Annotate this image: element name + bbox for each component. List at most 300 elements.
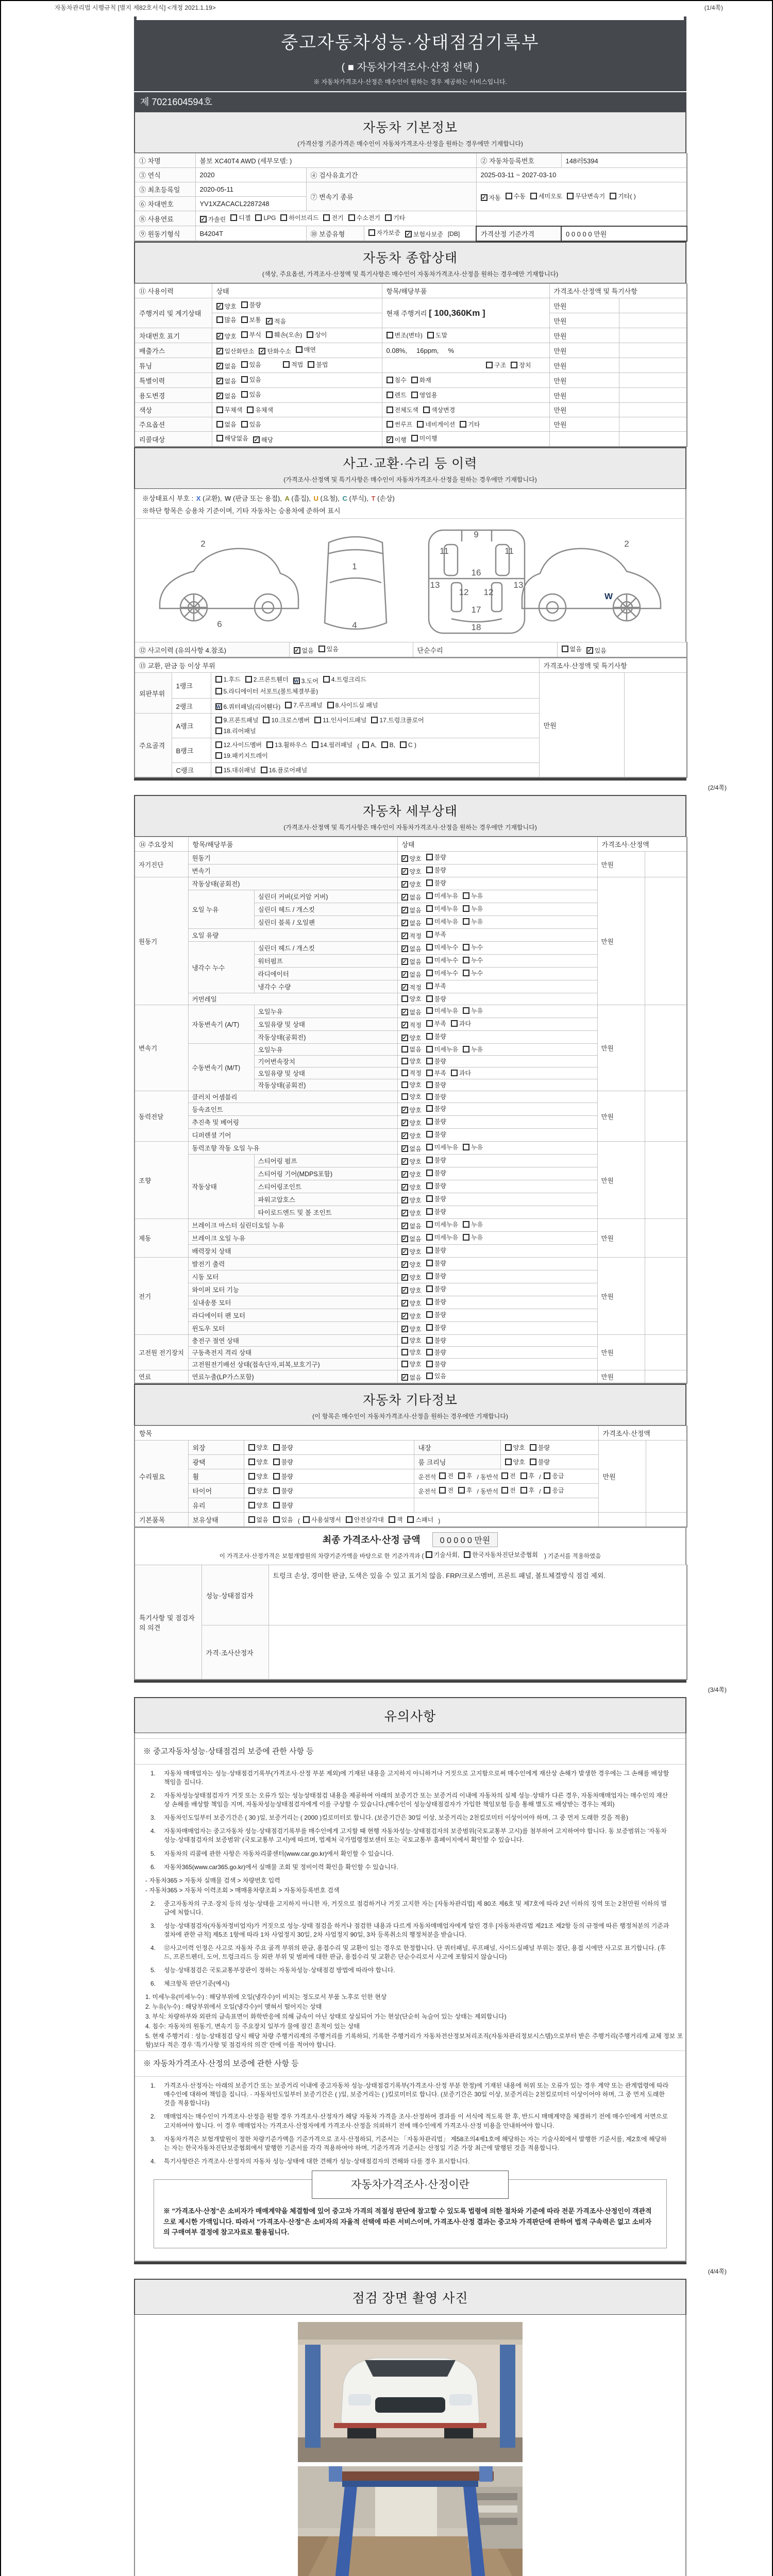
- checkbox-option: [401, 1106, 422, 1114]
- checkbox[interactable]: [439, 1472, 446, 1479]
- checkbox[interactable]: [426, 1058, 433, 1064]
- checkbox[interactable]: [426, 1372, 433, 1379]
- remarks-table: [134, 1565, 687, 1680]
- checkbox-label: 있음: [594, 647, 607, 654]
- checkbox[interactable]: [280, 214, 287, 221]
- checkbox[interactable]: [411, 392, 418, 398]
- checkbox[interactable]: [401, 881, 408, 888]
- diagram-zone-label: 6: [217, 619, 222, 629]
- checkbox[interactable]: [401, 894, 408, 901]
- title-stripe: [137, 16, 684, 20]
- checkbox[interactable]: [401, 1361, 408, 1367]
- inline-text: /: [539, 1488, 541, 1495]
- checkbox[interactable]: [261, 767, 267, 773]
- checkbox[interactable]: [426, 944, 433, 951]
- w-mark-checkbox[interactable]: [215, 703, 222, 710]
- checkbox[interactable]: [426, 892, 433, 899]
- checkbox[interactable]: [426, 1118, 433, 1125]
- checkbox-label: 적정: [409, 984, 422, 991]
- checkbox[interactable]: [323, 214, 330, 221]
- notice-item-text: 자동차가격은 보험개발원이 정한 차량기준가액을 기준가격으로 조사·산정하되, 기준서는 「자동차관리법」 제58조의4제1호에 해당하는 자는 기술사회에서 발행한 기준서를, 제2호에 해당하는 자는 한국자동차진단보증협회에서 발행한 기준서를 각각 적용하여야 하며, 기준가격과 기준서는 산정일 기준 가장 최근에 발행된 것을 적용합니다.: [164, 2135, 667, 2151]
- checkbox[interactable]: [247, 406, 254, 413]
- col-header: 항목/해당부품: [382, 284, 549, 298]
- checkbox[interactable]: [426, 1324, 433, 1331]
- price-unit-cell: 만원: [597, 852, 645, 877]
- checkbox[interactable]: [463, 918, 469, 925]
- checkbox[interactable]: [458, 1487, 465, 1494]
- checkbox[interactable]: [216, 406, 223, 413]
- checkbox[interactable]: [417, 421, 424, 428]
- checkbox[interactable]: [401, 1197, 408, 1204]
- checkbox[interactable]: [426, 1182, 433, 1189]
- checkbox[interactable]: [426, 1170, 433, 1176]
- checkbox-option: [216, 302, 237, 311]
- checkbox[interactable]: [511, 362, 517, 368]
- checkbox[interactable]: [426, 879, 433, 886]
- checkbox[interactable]: [216, 363, 223, 369]
- checkbox[interactable]: [426, 1195, 433, 1202]
- checkbox[interactable]: [401, 1107, 408, 1113]
- checkbox[interactable]: [389, 1516, 395, 1523]
- checkbox[interactable]: [426, 1131, 433, 1138]
- checkbox[interactable]: [400, 741, 407, 748]
- row-label: 주행거리 및 계기상태: [135, 298, 212, 328]
- table-row: [135, 1625, 687, 1680]
- checkbox[interactable]: [230, 214, 237, 221]
- checkbox[interactable]: [266, 318, 273, 325]
- checkbox[interactable]: [463, 905, 469, 912]
- checkbox[interactable]: [215, 767, 222, 773]
- checkbox[interactable]: [386, 332, 393, 338]
- checkbox[interactable]: [451, 1020, 458, 1027]
- price-appraisal-info-box: [154, 2179, 667, 2248]
- rankA-line2: [215, 726, 535, 736]
- checkbox[interactable]: [215, 717, 222, 723]
- col-header: 가격조사·산정액: [598, 1426, 687, 1440]
- checkbox[interactable]: [241, 316, 248, 323]
- checkbox[interactable]: [426, 1020, 433, 1027]
- checkbox-label: 17.트렁크플로어: [379, 717, 424, 724]
- checkbox[interactable]: [266, 741, 273, 748]
- checkbox[interactable]: [401, 1009, 408, 1015]
- checkbox-option: [385, 213, 405, 222]
- checkbox[interactable]: [451, 1070, 458, 1076]
- checkbox[interactable]: [248, 1502, 255, 1509]
- rank2-panels: [211, 699, 539, 714]
- checkbox[interactable]: [426, 931, 433, 938]
- checkbox[interactable]: [401, 1326, 408, 1332]
- checkbox-option: [261, 766, 308, 774]
- row-label: 외장: [188, 1440, 244, 1455]
- checkbox[interactable]: [544, 1472, 550, 1479]
- checkbox[interactable]: [426, 1361, 433, 1367]
- checkbox[interactable]: [294, 647, 300, 654]
- checkbox[interactable]: [386, 436, 393, 443]
- checkbox[interactable]: [401, 1337, 408, 1344]
- checkbox[interactable]: [401, 1235, 408, 1242]
- final-price-line: [135, 1532, 685, 1547]
- checkbox-label: 미세누수: [434, 944, 459, 951]
- checkbox[interactable]: [386, 377, 393, 383]
- checkbox[interactable]: [386, 392, 393, 398]
- checkbox[interactable]: [253, 436, 260, 443]
- checkbox[interactable]: [520, 1472, 527, 1479]
- checkbox[interactable]: [401, 984, 408, 991]
- checkbox[interactable]: [463, 970, 469, 976]
- checkbox-label: 후: [528, 1472, 535, 1480]
- checkbox[interactable]: [426, 1273, 433, 1279]
- checkbox-option: [323, 213, 343, 222]
- checkbox[interactable]: [241, 331, 248, 338]
- checkbox[interactable]: [463, 892, 469, 899]
- checkbox[interactable]: [303, 1516, 310, 1523]
- checkbox[interactable]: [401, 945, 408, 952]
- checkbox[interactable]: [401, 1120, 408, 1126]
- checkbox[interactable]: [426, 982, 433, 989]
- checkbox-option: [506, 192, 526, 200]
- price-unit-cell: 만원: [539, 673, 624, 778]
- checkbox[interactable]: [401, 1300, 408, 1307]
- checkbox[interactable]: [215, 741, 222, 748]
- checkbox[interactable]: [506, 193, 512, 199]
- checkbox[interactable]: [426, 1157, 433, 1163]
- price-unit-cell: 만원: [549, 403, 619, 417]
- checkbox[interactable]: [401, 933, 408, 939]
- section-photos-header: [134, 2279, 686, 2315]
- checkbox[interactable]: [463, 1007, 469, 1014]
- diagram-zone-label: 1: [352, 562, 357, 571]
- checkbox[interactable]: [216, 421, 223, 428]
- checkbox[interactable]: [318, 646, 325, 652]
- checkbox[interactable]: [401, 1287, 408, 1294]
- checkbox[interactable]: [259, 348, 265, 354]
- device-group-label: 제동: [135, 1219, 188, 1258]
- checkbox[interactable]: [215, 688, 222, 694]
- checkbox[interactable]: [248, 1473, 255, 1480]
- checkbox-option: [401, 1373, 422, 1382]
- checkbox-label: 누유: [471, 918, 483, 925]
- checkbox[interactable]: [401, 1022, 408, 1028]
- checkbox[interactable]: [386, 406, 393, 413]
- device-mid-label: 수동변속기 (M/T): [188, 1044, 254, 1091]
- checkbox[interactable]: [216, 378, 223, 384]
- checkbox[interactable]: [463, 957, 469, 963]
- outer-panel-label: 외판부위: [135, 673, 172, 714]
- checkbox-label: 없음: [409, 1235, 422, 1243]
- state-options: [397, 1129, 597, 1142]
- checkbox[interactable]: [401, 1081, 408, 1088]
- table-row: [135, 1370, 687, 1384]
- checkbox[interactable]: [463, 1221, 469, 1228]
- checkbox[interactable]: [241, 391, 248, 398]
- table-row: [135, 298, 687, 313]
- checkbox-label: 불법: [316, 361, 328, 368]
- checkbox[interactable]: [401, 1184, 408, 1191]
- checkbox[interactable]: [426, 1070, 433, 1076]
- item-label: 클러치 어셈블리: [188, 1091, 397, 1103]
- checkbox[interactable]: [401, 1349, 408, 1355]
- state-options: [397, 1309, 597, 1322]
- checkbox[interactable]: [314, 717, 321, 723]
- checkbox[interactable]: [401, 1093, 408, 1100]
- state-options: [397, 1347, 597, 1359]
- checkbox[interactable]: [386, 421, 393, 428]
- checkbox-option: [401, 906, 422, 914]
- checkbox[interactable]: [426, 957, 433, 963]
- checkbox[interactable]: [308, 361, 314, 368]
- checkbox-option: [266, 317, 286, 326]
- checkbox[interactable]: [423, 406, 430, 413]
- price-unit-cell: 만원: [597, 1219, 645, 1258]
- checkbox[interactable]: [216, 316, 223, 323]
- checkbox[interactable]: [544, 1487, 550, 1494]
- checkbox[interactable]: [401, 1158, 408, 1165]
- table-row: [135, 168, 687, 182]
- checkbox[interactable]: [426, 918, 433, 925]
- car-name-value: 볼보 XC40T4 AWD (세부모델: ): [195, 154, 476, 168]
- emission-hc: 16ppm,: [416, 346, 439, 354]
- checkbox[interactable]: [463, 1234, 469, 1241]
- item-label: 실내송풍 모터: [188, 1296, 397, 1309]
- rankB-line2: [215, 751, 535, 760]
- checkbox[interactable]: [411, 435, 418, 442]
- checkbox-label: 기타( ): [618, 192, 636, 200]
- checkbox[interactable]: [346, 1516, 352, 1523]
- checkbox[interactable]: [426, 1234, 433, 1241]
- checkbox[interactable]: [530, 1459, 536, 1465]
- checkbox[interactable]: [501, 1487, 508, 1494]
- checkbox[interactable]: [216, 333, 223, 340]
- checkbox[interactable]: [273, 1473, 280, 1480]
- checkbox[interactable]: [401, 1374, 408, 1381]
- state-code-letter: C: [342, 495, 347, 502]
- checkbox[interactable]: [426, 1311, 433, 1318]
- checkbox[interactable]: [426, 905, 433, 912]
- checkbox[interactable]: [401, 1035, 408, 1041]
- checkbox-option: [426, 1117, 446, 1126]
- checkbox[interactable]: [426, 1551, 432, 1558]
- item-label: 와이퍼 모터 기능: [188, 1283, 397, 1296]
- checkbox[interactable]: [401, 868, 408, 875]
- checkbox[interactable]: [401, 971, 408, 978]
- checkbox[interactable]: [368, 229, 375, 236]
- checkbox[interactable]: [401, 1132, 408, 1139]
- checkbox[interactable]: [463, 1046, 469, 1053]
- checkbox[interactable]: [348, 214, 355, 221]
- checkbox[interactable]: [505, 1444, 512, 1451]
- checkbox[interactable]: [401, 1171, 408, 1178]
- checkbox-option: [401, 1157, 422, 1166]
- checkbox-option: [426, 1130, 446, 1139]
- checkbox[interactable]: [401, 1058, 408, 1064]
- checkbox[interactable]: [426, 1247, 433, 1253]
- checkbox-label: 양호: [409, 855, 422, 862]
- checkbox[interactable]: [426, 854, 433, 860]
- checkbox[interactable]: [401, 1261, 408, 1268]
- checkbox[interactable]: [216, 435, 223, 442]
- checkbox[interactable]: [401, 907, 408, 913]
- checkbox[interactable]: [426, 867, 433, 873]
- checkbox[interactable]: [215, 727, 222, 734]
- checkbox[interactable]: [401, 1313, 408, 1319]
- checkbox[interactable]: [426, 1298, 433, 1305]
- info-box-text: ※ "가격조사·산정"은 소비자가 매매계약을 체결함에 있어 중고차 가격의 적절성 판단에 참고할 수 있도록 법령에 의한 절차와 기준에 따라 전문 가격조사·산정인이 객관적으로 제시한 가액입니다. 따라서 "가격조사·산정"은 소비자의 자율적 선택에 따른 서비스이며, 가격조사·산정 결과는 중고차 가격판단에 관하여 법적 구속력은 없고 소비자의 구매여부 결정에 참고자료로 활용됩니다.: [163, 2207, 652, 2236]
- checkbox-option: [401, 1348, 422, 1357]
- checkbox[interactable]: [407, 1516, 414, 1523]
- state-code-desc: (판금 또는 용접),: [231, 495, 284, 502]
- checkbox[interactable]: [248, 1516, 255, 1523]
- checkbox[interactable]: [426, 1285, 433, 1292]
- checkbox[interactable]: [248, 1444, 255, 1451]
- checkbox[interactable]: [562, 646, 568, 652]
- item-label: 구동축전지 격리 상태: [188, 1347, 397, 1359]
- checkbox[interactable]: [273, 1487, 280, 1494]
- checkbox[interactable]: [273, 1444, 280, 1451]
- wheel-options: [244, 1469, 414, 1484]
- checkbox[interactable]: [273, 1459, 280, 1465]
- checkbox[interactable]: [401, 995, 408, 1002]
- checkbox[interactable]: [463, 1144, 469, 1150]
- checkbox[interactable]: [216, 393, 223, 399]
- checkbox[interactable]: [426, 995, 433, 1002]
- checkbox-label: 전체도색: [394, 406, 418, 414]
- appraiser-label: 가격·조사산정자: [201, 1625, 268, 1680]
- checkbox-label: 양호: [409, 1058, 422, 1065]
- checkbox[interactable]: [426, 1260, 433, 1266]
- checkbox[interactable]: [567, 193, 574, 199]
- checkbox[interactable]: [481, 194, 488, 201]
- diagram-zone-label: 2: [200, 539, 206, 549]
- checkbox[interactable]: [241, 376, 248, 383]
- checkbox-label: 2.프론트휀더: [253, 676, 289, 683]
- checkbox-label: 불량: [434, 879, 446, 887]
- checkbox[interactable]: [401, 855, 408, 862]
- checkbox[interactable]: [307, 331, 313, 338]
- checkbox[interactable]: [411, 377, 418, 383]
- checkbox[interactable]: [248, 1487, 255, 1494]
- checkbox[interactable]: [501, 1472, 508, 1479]
- checkbox-label: 불량: [434, 1131, 446, 1138]
- notice-item-number: 1.: [150, 1770, 156, 1777]
- device-mid-label: 냉각수 누수: [188, 942, 254, 993]
- checkbox[interactable]: [215, 676, 222, 683]
- checkbox[interactable]: [323, 676, 330, 683]
- checkbox[interactable]: [401, 1210, 408, 1216]
- checkbox[interactable]: [401, 920, 408, 926]
- checkbox[interactable]: [464, 1551, 470, 1558]
- checkbox[interactable]: [439, 1487, 446, 1494]
- checkbox[interactable]: [263, 717, 270, 723]
- field-label: ⑦ 변속기 종류: [306, 182, 476, 211]
- checkbox[interactable]: [463, 944, 469, 951]
- checkbox[interactable]: [327, 702, 334, 708]
- checkbox[interactable]: [530, 1444, 536, 1451]
- checkbox[interactable]: [426, 1105, 433, 1112]
- checkbox[interactable]: [426, 1221, 433, 1228]
- checkbox[interactable]: [312, 741, 318, 748]
- checkbox-option: [458, 1471, 473, 1480]
- checkbox[interactable]: [586, 647, 593, 654]
- checkbox[interactable]: [241, 301, 248, 308]
- section-detail-title: 자동차 세부상태: [363, 804, 458, 819]
- checkbox[interactable]: [255, 214, 262, 221]
- checkbox[interactable]: [266, 331, 273, 338]
- checkbox[interactable]: [216, 303, 223, 310]
- checkbox-label: 불량: [434, 1273, 446, 1280]
- checkbox-label: 누유: [471, 892, 483, 900]
- checkbox[interactable]: [426, 1093, 433, 1100]
- checkbox[interactable]: [381, 741, 388, 748]
- checkbox[interactable]: [401, 958, 408, 965]
- checkbox[interactable]: [426, 1007, 433, 1014]
- checkbox[interactable]: [248, 1459, 255, 1465]
- checkbox[interactable]: [362, 741, 369, 748]
- checkbox[interactable]: [486, 362, 493, 368]
- checkbox[interactable]: [371, 717, 378, 723]
- checkbox[interactable]: [426, 1349, 433, 1355]
- checkbox-option: [241, 390, 261, 399]
- checkbox[interactable]: [405, 231, 412, 238]
- checkbox[interactable]: [283, 361, 290, 368]
- checkbox[interactable]: [426, 1081, 433, 1088]
- checkbox[interactable]: [285, 702, 292, 708]
- checkbox[interactable]: [401, 1274, 408, 1281]
- current-mileage-label: 현재 주행거리: [386, 309, 427, 317]
- checkbox[interactable]: [401, 1223, 408, 1229]
- checkbox[interactable]: [273, 1516, 280, 1523]
- checkbox[interactable]: [241, 421, 248, 428]
- checkbox[interactable]: [520, 1487, 527, 1494]
- checkbox[interactable]: [426, 1337, 433, 1344]
- checkbox-label: 14.필러패널: [320, 741, 353, 749]
- checkbox[interactable]: [216, 348, 223, 354]
- checkbox-option: [426, 1550, 460, 1559]
- checkbox[interactable]: [401, 1070, 408, 1076]
- checkbox[interactable]: [458, 1472, 465, 1479]
- checkbox[interactable]: [426, 970, 433, 976]
- checkbox[interactable]: [385, 214, 392, 221]
- w-mark-checkbox[interactable]: [293, 677, 300, 684]
- checkbox[interactable]: [245, 676, 252, 683]
- checkbox[interactable]: [426, 1046, 433, 1053]
- checkbox[interactable]: [426, 1144, 433, 1150]
- checkbox[interactable]: [215, 752, 222, 759]
- checkbox[interactable]: [241, 361, 248, 368]
- checkbox[interactable]: [460, 421, 466, 428]
- checkbox[interactable]: [273, 1502, 280, 1509]
- checkbox[interactable]: [401, 1145, 408, 1152]
- checkbox[interactable]: [426, 1208, 433, 1215]
- checkbox[interactable]: [296, 346, 303, 353]
- checkbox[interactable]: [530, 193, 537, 199]
- checkbox-option: [401, 1209, 422, 1217]
- checkbox[interactable]: [200, 216, 207, 223]
- checkbox-option: [544, 1486, 564, 1495]
- checkbox[interactable]: [426, 1033, 433, 1040]
- checkbox[interactable]: [401, 1248, 408, 1255]
- state-code-desc: (교환),: [200, 495, 224, 502]
- checkbox-label: 전: [447, 1487, 453, 1494]
- checkbox[interactable]: [427, 332, 434, 338]
- checkbox[interactable]: [505, 1459, 512, 1465]
- checkbox-option: [426, 930, 446, 939]
- remark-cell: [619, 417, 687, 432]
- checkbox[interactable]: [610, 193, 616, 199]
- checkbox[interactable]: [401, 1046, 408, 1053]
- remark-cell: [619, 373, 687, 388]
- page-3: [134, 1697, 686, 2264]
- rank-label: C랭크: [172, 763, 211, 778]
